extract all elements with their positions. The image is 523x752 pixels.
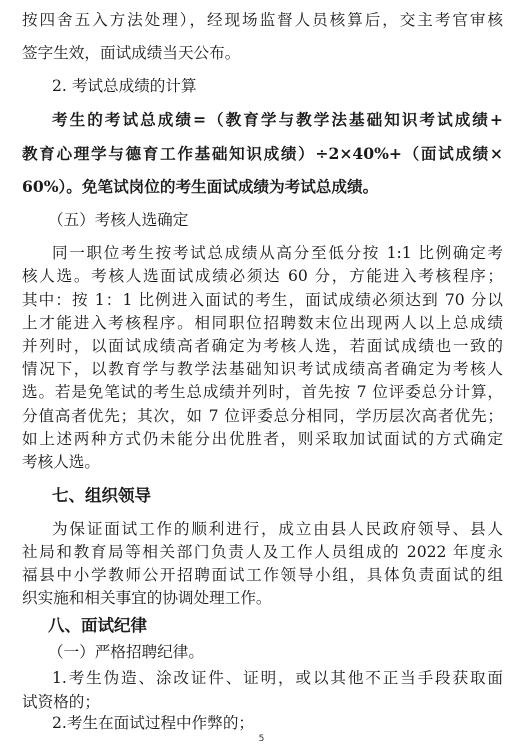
page-number: 5 <box>258 734 265 744</box>
body-line: 1.考生伪造、涂改证件、证明，或以其他不正当手段获取面 <box>52 669 503 687</box>
body-line: 如上述两种方式仍未能分出优胜者，则采取加试面试的方式确定 <box>22 430 503 448</box>
body-line: 考生的考试总成绩=（教育学与教学法基础知识考试成绩+ <box>52 110 503 129</box>
subsection-heading: （一）严格招聘纪律。 <box>48 643 204 661</box>
body-line: 织实施和相关事宜的协调处理工作。 <box>22 589 272 607</box>
section-heading: 七、组织领导 <box>52 486 151 505</box>
body-line: 分值高者优先；其次，如 7 位评委总分相同，学历层次高者优先； <box>22 407 503 425</box>
body-line: 情况下，以教育学与教学法基础知识考试成绩高者确定为考核人 <box>22 360 503 378</box>
subsection-heading: （五）考核人选确定 <box>48 211 189 229</box>
section-heading: 八、面试纪律 <box>48 616 147 635</box>
body-line: 福县中小学教师公开招聘面试工作领导小组，具体负责面试的组 <box>22 566 503 584</box>
subsection-heading: 2. 考试总成绩的计算 <box>52 77 197 95</box>
body-line: 为保证面试工作的顺利进行，成立由县人民政府领导、县人 <box>52 520 503 538</box>
body-line: 并列时，以面试成绩高者确定为考核人选，若面试成绩也一致的 <box>22 337 503 355</box>
body-line: 其中：按 1：1 比例进入面试的考生，面试成绩必须达到 70 分以 <box>22 291 503 309</box>
body-line: 签字生效，面试成绩当天公布。 <box>22 44 241 62</box>
body-line: 60%）。免笔试岗位的考生面试成绩为考试总成绩。 <box>22 177 379 196</box>
body-line: 按四舍五入方法处理），经现场监督人员核算后，交主考官审核 <box>22 11 503 29</box>
body-line: 考核人选。 <box>22 453 100 471</box>
body-line: 社局和教育局等相关部门负责人及工作人员组成的 2022 年度永 <box>22 543 503 561</box>
body-line: 上才能进入考核程序。相同职位招聘数末位出现两人以上总成绩 <box>22 314 503 332</box>
body-line: 试资格的； <box>22 693 100 711</box>
body-line: 核人选。考核人选面试成绩必须达 60 分，方能进入考核程序； <box>22 267 503 285</box>
body-line: 2.考生在面试过程中作弊的； <box>52 714 255 732</box>
body-line: 同一职位考生按考试总成绩从高分至低分按 1:1 比例确定考 <box>52 244 503 262</box>
body-line: 选。若是免笔试的考生总成绩并列时，首先按 7 位评委总分计算， <box>22 383 503 401</box>
body-line: 教育心理学与德育工作基础知识成绩）÷2×40%+（面试成绩× <box>22 144 503 163</box>
